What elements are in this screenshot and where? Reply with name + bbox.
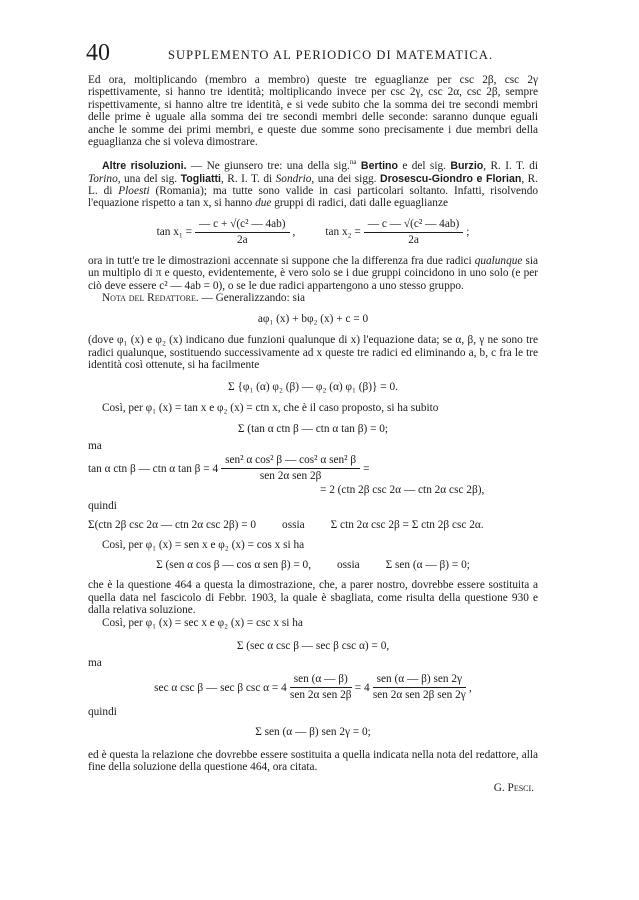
equation-sec-sum: Σ (sec α csc β — sec β csc α) = 0, bbox=[236, 639, 390, 652]
numerator: sen (α — β) sen 2γ bbox=[373, 673, 466, 688]
numerator: — c + √(c² — 4ab) bbox=[195, 218, 290, 233]
text-span: , una dei sigg. bbox=[311, 172, 380, 185]
text-span: , una del sig. bbox=[117, 172, 181, 185]
text-span: , R. I. T. di bbox=[483, 160, 538, 173]
text-span: — Ne giunsero tre: una della sig. bbox=[186, 160, 350, 173]
text-span: e del sig. bbox=[398, 160, 451, 173]
text-span: — Generalizzando: sia bbox=[198, 292, 306, 305]
separator: , bbox=[469, 681, 472, 694]
separator: , bbox=[292, 226, 296, 239]
eq-part: Σ ctn 2α csc 2β = Σ ctn 2β csc 2α. bbox=[330, 518, 484, 531]
author-name: Burzio bbox=[450, 160, 484, 173]
place-name: Ploesti bbox=[118, 185, 150, 198]
fraction bbox=[290, 673, 352, 702]
page-number: 40 bbox=[86, 40, 110, 66]
running-title: SUPPLEMENTO AL PERIODICO DI MATEMATICA. bbox=[168, 48, 494, 62]
equation-tan-sum: Σ (tan α ctn β — ctn α tan β) = 0; bbox=[237, 423, 389, 436]
text-span: , R. I. T. di bbox=[221, 172, 276, 185]
eq-lhs: sec α csc β — sec β csc α = 4 bbox=[154, 681, 287, 694]
paragraph-general: (dove φ₁ (x) e φ₂ (x) indicano due funzioni qualunque di x) l'equazione data; se α, β, γ ne sono tre radici qualunque, sostituendo successivamente ad x queste tre radici ed eliminando a, b, c fra le tre identità così ottenute, si ha facilmente bbox=[88, 334, 538, 372]
fraction bbox=[373, 673, 466, 702]
superscript: na bbox=[349, 158, 357, 167]
label-quindi: quindi bbox=[88, 500, 117, 513]
paragraph-question-464: che è la questione 464 a questa la dimostrazione, che, a parer nostro, dovrebbe essere sostituita a quella data nel fascicolo di Febbr. 1903, la quale è sbagliata, come risulta della questione 930 e dalla relativa soluzione. bbox=[88, 579, 538, 617]
numerator: — c — √(c² — 4ab) bbox=[364, 218, 463, 233]
text-span: , R. L. di bbox=[88, 172, 539, 198]
place-name: Torino bbox=[88, 172, 118, 185]
page-header bbox=[86, 34, 546, 64]
eq-lhs: tan x₁ = bbox=[156, 226, 192, 239]
paragraph-sin-case: Così, per φ₁ (x) = sen x e φ₂ (x) = cos x si ha bbox=[102, 538, 305, 551]
equation-general: aφ₁ (x) + bφ₂ (x) + c = 0 bbox=[257, 313, 369, 326]
signature: G. Pesci. bbox=[493, 781, 534, 794]
emphasis: due bbox=[255, 197, 272, 210]
paragraph-tan-case: Così, per φ₁ (x) = tan x e φ₂ (x) = ctn x, che è il caso proposto, si ha subito bbox=[102, 401, 439, 414]
eq-part: Σ (sen α cos β — cos α sen β) = 0, bbox=[156, 559, 312, 572]
author-name: Togliatti bbox=[180, 172, 221, 185]
equation-sec-expansion bbox=[88, 673, 538, 702]
author-name: Bertino bbox=[356, 160, 399, 173]
equation-sum-identity: Σ {φ₁ (α) φ₂ (β) — φ₂ (α) φ₁ (β)} = 0. bbox=[228, 380, 398, 393]
eq-part: Σ sen (α — β) = 0; bbox=[385, 559, 470, 572]
equation-sin-result bbox=[88, 559, 538, 571]
denominator: sen 2α sen 2β bbox=[289, 689, 352, 702]
paragraph-conclusion: Ed ora, moltiplicando (membro a membro) queste tre eguaglianze per csc 2β, csc 2γ rispettivamente, si hanno tre identità; moltiplicando invece per csc 2γ, csc 2α, csc 2β, sempre rispettivamente, si hanno altre tre identità, e si vede subito che la somma dei tre secondi membri delle prime è uguale alla somma dei tre secondi membri delle seconde: saranno dunque eguali anche le somme dei primi membri, e queste due somme sono precisamente i due membri della eguaglianza che si voleva dimostrare. bbox=[88, 74, 538, 149]
denominator: 2a bbox=[236, 233, 248, 246]
eq-part: Σ(ctn 2β csc 2α — ctn 2α csc 2β) = 0 bbox=[88, 518, 257, 531]
denominator: sen 2α sen 2β bbox=[259, 470, 322, 483]
emphasis: qualunque bbox=[474, 254, 523, 267]
text-span: ora in tutt'e tre le dimostrazioni accennate si suppone che la differenza fra due radici bbox=[88, 254, 475, 267]
paragraph-closing: ed è questa la relazione che dovrebbe essere sostituita a quella indicata nella nota del redattore, alla fine della soluzione della questione 464, ora citata. bbox=[88, 748, 538, 774]
paragraph-remark bbox=[88, 255, 538, 292]
label-ma: ma bbox=[88, 656, 102, 669]
eq-continuation: = 2 (ctn 2β csc 2α — ctn 2α csc 2β), bbox=[320, 484, 485, 497]
section-heading: Altre risoluzioni. bbox=[102, 160, 187, 173]
label-quindi: quindi bbox=[88, 706, 117, 719]
fraction bbox=[195, 218, 290, 247]
fraction bbox=[221, 454, 360, 483]
text-span: sia un multiplo di π e questo, evidentemente, è vero solo se i due gruppi coincidono in uno solo (e per ciò deve essere c² — 4ab = 0), o se le due radici appartengono a uno stesso gruppo. bbox=[88, 254, 538, 292]
denominator: 2a bbox=[408, 233, 419, 246]
numerator: sen² α cos² β — cos² α sen² β bbox=[221, 454, 360, 469]
note-heading: Nota del Redattore. bbox=[102, 292, 199, 305]
editor-note-intro bbox=[88, 292, 538, 304]
label-ma: ma bbox=[88, 440, 102, 453]
eq-connector: ossia bbox=[337, 559, 360, 572]
author-name: Drosescu-Giondro e Florian bbox=[379, 172, 522, 185]
paragraph-other-solutions bbox=[88, 156, 538, 209]
eq-connector: ossia bbox=[282, 518, 305, 531]
article-body bbox=[88, 74, 538, 794]
numerator: sen (α — β) bbox=[290, 673, 352, 688]
paragraph-sec-case: Così, per φ₁ (x) = sec x e φ₂ (x) = csc x si ha bbox=[102, 616, 303, 629]
denominator: sen 2α sen 2β sen 2γ bbox=[372, 689, 466, 702]
text-span: gruppi di radici, dati dalle eguaglianze bbox=[271, 197, 448, 210]
equation-tan-expansion bbox=[88, 454, 538, 496]
place-name: Sondrio bbox=[275, 172, 312, 185]
equation-final: Σ sen (α — β) sen 2γ = 0; bbox=[255, 725, 371, 738]
eq-lhs: tan α ctn β — ctn α tan β = 4 bbox=[88, 462, 219, 475]
equation-ctn-result bbox=[88, 519, 538, 531]
fraction bbox=[364, 218, 463, 247]
text-span: (Romania); ma tutte sono valide in casi particolari soltanto. Infatti, risolvendo l'equazione rispetto a tan x, si hanno bbox=[88, 185, 538, 210]
eq-lhs: tan x₂ = bbox=[325, 226, 361, 239]
separator: ; bbox=[466, 226, 470, 239]
equation-roots bbox=[88, 218, 538, 247]
equals-sign: = 4 bbox=[354, 681, 370, 694]
equals-sign: = bbox=[363, 462, 370, 475]
